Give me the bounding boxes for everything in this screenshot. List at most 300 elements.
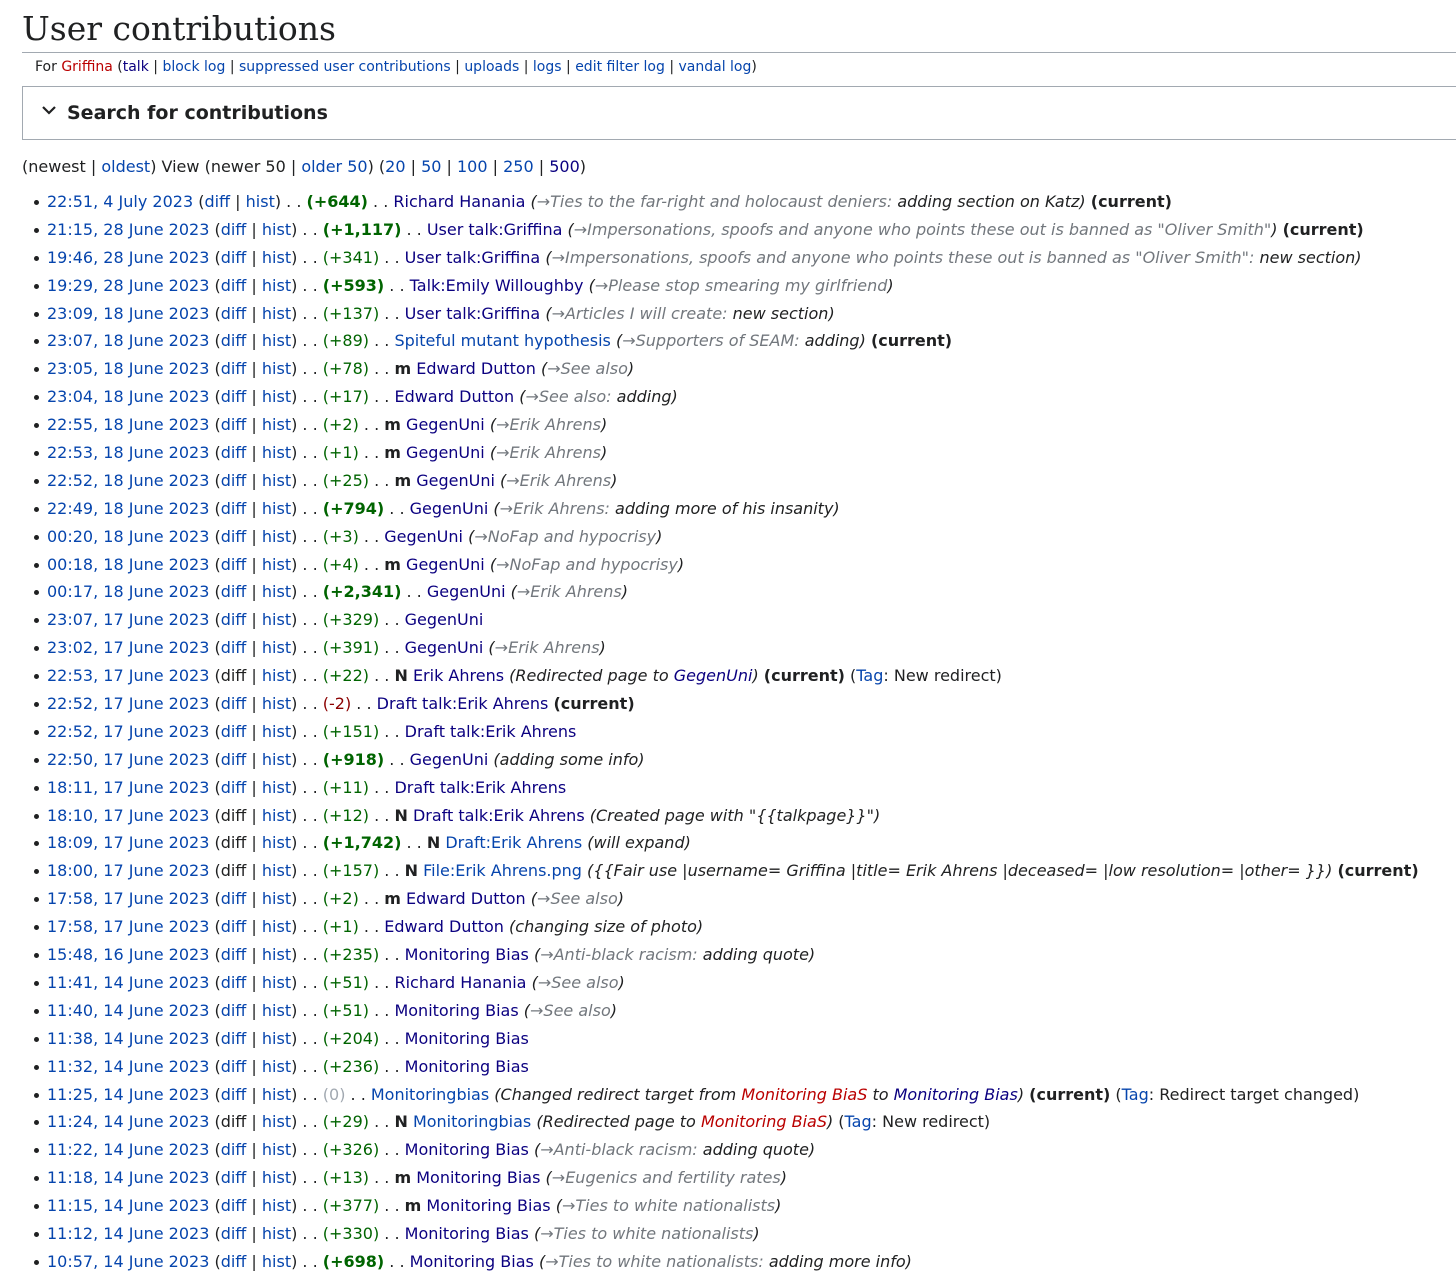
row-hist-link[interactable]: hist (261, 1112, 292, 1132)
row-diff-link[interactable]: diff (204, 192, 231, 211)
row-page-link[interactable]: GegenUni (384, 526, 463, 546)
row-hist-link[interactable]: hist (261, 945, 292, 965)
row-diff-link[interactable]: diff (220, 582, 247, 602)
row-diff-link[interactable]: diff (220, 972, 247, 992)
summary-text: changing size of photo (515, 917, 697, 937)
row-diff-link[interactable]: diff (220, 359, 247, 379)
bullet (34, 451, 39, 456)
section-link[interactable]: →Erik Ahrens (496, 415, 601, 435)
row-page-link[interactable]: GegenUni (406, 415, 485, 435)
row-timestamp[interactable]: 11:40, 14 June 2023 (47, 1000, 210, 1020)
row-page-link[interactable]: GegenUni (426, 582, 506, 602)
row-hist-link[interactable]: hist (261, 833, 292, 853)
row-hist-link[interactable]: hist (261, 1168, 292, 1188)
row-hist-link[interactable]: hist (261, 443, 292, 463)
row-timestamp[interactable]: 18:09, 17 June 2023 (47, 833, 210, 853)
row-timestamp[interactable]: 11:32, 14 June 2023 (47, 1056, 210, 1076)
tag-name: Redirect target changed (1159, 1084, 1354, 1104)
row-hist-link[interactable]: hist (261, 498, 292, 518)
row-size-diff: (+1,117) (322, 219, 402, 239)
row-diff-link[interactable]: diff (220, 777, 247, 797)
summary-text: new section (1254, 247, 1356, 267)
row-size-diff: (+204) (322, 1028, 380, 1048)
section-link[interactable]: →Ties to white nationalists (540, 1223, 754, 1243)
bullet (34, 479, 39, 484)
row-page-link[interactable]: Monitoring Bias (404, 1223, 529, 1243)
list-item: 19:29, 28 June 2023 (diff | hist) . . (+593) . . Talk:Emily Willoughby (→Please stop smearing my girlfriend) (34, 272, 1456, 300)
row-timestamp[interactable]: 11:25, 14 June 2023 (47, 1084, 210, 1104)
row-page-link[interactable]: Spiteful mutant hypothesis (394, 331, 611, 351)
nav-limit-100[interactable]: 100 (457, 157, 488, 176)
row-page-link[interactable]: Richard Hanania (394, 972, 527, 992)
row-page-link[interactable]: Edward Dutton (384, 917, 504, 937)
row-diff-link[interactable]: diff (220, 554, 247, 574)
row-hist-link[interactable]: hist (261, 721, 292, 741)
row-hist-link[interactable]: hist (261, 359, 292, 379)
row-hist-link[interactable]: hist (261, 666, 292, 686)
section-link[interactable]: →See also (537, 889, 618, 909)
row-size-diff: (+235) (322, 945, 380, 965)
row-size-diff: (+698) (322, 1251, 385, 1271)
section-link[interactable]: →See also: (525, 387, 612, 407)
row-edit-summary: (→See also) (523, 1000, 617, 1020)
user-tool-block-log[interactable]: block log (162, 59, 226, 75)
row-page-link[interactable]: Monitoringbias (370, 1084, 490, 1104)
section-link[interactable]: →Erik Ahrens (516, 582, 622, 602)
row-size-diff: (+51) (322, 972, 370, 992)
row-page-link[interactable]: Draft talk:Erik Ahrens (376, 694, 549, 714)
row-diff-link[interactable]: diff (220, 1000, 247, 1020)
tag-link[interactable]: Tag (844, 1112, 872, 1132)
row-page-link[interactable]: Monitoring Bias (409, 1251, 534, 1271)
user-tool-vandal-log[interactable]: vandal log (678, 59, 752, 75)
row-page-link[interactable]: Draft talk:Erik Ahrens (412, 805, 585, 825)
row-page-link[interactable]: Monitoring Bias (404, 945, 529, 965)
row-size-diff: (+3) (322, 526, 359, 546)
row-timestamp[interactable]: 22:52, 17 June 2023 (47, 694, 210, 714)
row-timestamp[interactable]: 11:38, 14 June 2023 (47, 1028, 210, 1048)
row-hist-link[interactable]: hist (261, 917, 292, 937)
row-diff-link[interactable]: diff (220, 1223, 247, 1243)
row-hist-link[interactable]: hist (261, 582, 292, 602)
row-timestamp[interactable]: 17:58, 17 June 2023 (47, 917, 210, 937)
row-diff-link[interactable]: diff (220, 443, 247, 463)
row-edit-summary: (→See also) (531, 972, 625, 992)
section-link[interactable]: →Erik Ahrens (496, 443, 601, 463)
row-hist-link[interactable]: hist (261, 1223, 292, 1243)
row-hist-link[interactable]: hist (261, 694, 292, 714)
redirect-target-link[interactable]: GegenUni (673, 666, 753, 686)
tag-link[interactable]: Tag (856, 666, 884, 686)
row-page-link[interactable]: Draft talk:Erik Ahrens (404, 721, 577, 741)
row-edit-summary: (→Erik Ahrens) (488, 638, 606, 658)
row-diff-link[interactable]: diff (220, 694, 247, 714)
row-page-link[interactable]: Edward Dutton (394, 387, 515, 407)
row-edit-summary: ({{Fair use |username= Griffina |title= Erik Ahrens |deceased= |low resolution= |other= }}) (587, 861, 1333, 881)
bullet (34, 507, 39, 512)
row-timestamp[interactable]: 11:24, 14 June 2023 (47, 1112, 210, 1132)
row-timestamp[interactable]: 11:15, 14 June 2023 (47, 1196, 210, 1216)
row-hist-link[interactable]: hist (261, 331, 292, 351)
row-size-diff: (+51) (322, 1000, 370, 1020)
row-page-link[interactable]: Monitoring Bias (404, 1140, 529, 1160)
row-diff-link[interactable]: diff (220, 638, 247, 658)
row-timestamp[interactable]: 22:50, 17 June 2023 (47, 749, 210, 769)
row-edit-summary: (Redirected page to GegenUni) (509, 666, 759, 686)
row-hist-link[interactable]: hist (261, 387, 292, 407)
row-size-diff: (+644) (306, 192, 368, 211)
row-timestamp[interactable]: 18:10, 17 June 2023 (47, 805, 210, 825)
row-size-diff: (+137) (322, 303, 380, 323)
row-page-link[interactable]: Monitoring Bias (404, 1028, 529, 1048)
page-title: User contributions (22, 0, 1456, 53)
row-page-link[interactable]: GegenUni (416, 470, 495, 490)
list-item: 22:52, 17 June 2023 (diff | hist) . . (+151) . . Draft talk:Erik Ahrens (34, 718, 1456, 746)
row-size-diff: (+25) (322, 470, 370, 490)
summary-text: adding more of his insanity (609, 498, 834, 518)
list-item: 11:22, 14 June 2023 (diff | hist) . . (+326) . . Monitoring Bias (→Anti-black racism: adding quote) (34, 1136, 1456, 1164)
section-link[interactable]: →See also (537, 972, 619, 992)
list-item: 11:40, 14 June 2023 (diff | hist) . . (+51) . . Monitoring Bias (→See also) (34, 997, 1456, 1025)
row-size-diff: (-2) (322, 694, 352, 714)
row-page-link[interactable]: Monitoring Bias (404, 1056, 529, 1076)
user-tool-uploads[interactable]: uploads (464, 59, 520, 75)
row-hist-link[interactable]: hist (261, 1140, 292, 1160)
row-size-diff: (+89) (322, 331, 370, 351)
row-timestamp[interactable]: 23:02, 17 June 2023 (47, 638, 210, 658)
row-hist-link[interactable]: hist (261, 610, 292, 630)
row-diff-link[interactable]: diff (220, 415, 247, 435)
row-hist-link[interactable]: hist (261, 861, 292, 881)
user-tools-line: For Griffina (talk | block log | suppressed user contributions | uploads | logs | edit filter log | vandal log) (35, 59, 757, 75)
row-timestamp[interactable]: 17:58, 17 June 2023 (47, 889, 210, 909)
row-timestamp[interactable]: 15:48, 16 June 2023 (47, 945, 210, 965)
section-link[interactable]: →Ties to white nationalists: (545, 1251, 764, 1271)
section-link[interactable]: →Erik Ahrens (494, 638, 600, 658)
nav-limit-250[interactable]: 250 (503, 157, 534, 176)
row-page-link[interactable]: Talk:Emily Willoughby (409, 275, 584, 295)
row-diff-link[interactable]: diff (220, 303, 247, 323)
list-item: 00:17, 18 June 2023 (diff | hist) . . (+2,341) . . GegenUni (→Erik Ahrens) (34, 578, 1456, 606)
section-link[interactable]: →Please stop smearing my girlfriend (594, 275, 888, 295)
bullet (34, 1037, 39, 1042)
bullet (34, 423, 39, 428)
section-link[interactable]: →Anti-black racism: (540, 945, 698, 965)
row-edit-summary: (→NoFap and hypocrisy) (489, 554, 685, 574)
row-page-link[interactable]: GegenUni (406, 554, 485, 574)
row-timestamp[interactable]: 11:18, 14 June 2023 (47, 1168, 210, 1188)
row-page-link[interactable]: User talk:Griffina (404, 303, 541, 323)
row-diff-link[interactable]: diff (220, 945, 247, 965)
user-tool-logs[interactable]: logs (532, 59, 562, 75)
row-diff-link[interactable]: diff (220, 275, 247, 295)
bullet (34, 1232, 39, 1237)
bullet (34, 563, 39, 568)
row-edit-summary: (→Ties to white nationalists) (533, 1223, 760, 1243)
section-link[interactable]: →Impersonations, spoofs and anyone who points these out is banned as "Oliver Smith": (551, 247, 1255, 267)
row-edit-summary: (Changed redirect target from Monitoring BiaS to Monitoring Bias) (494, 1084, 1025, 1104)
nav-oldest[interactable]: oldest (101, 157, 151, 176)
row-diff-link[interactable]: diff (220, 889, 247, 909)
row-hist-link[interactable]: hist (261, 526, 292, 546)
row-hist-link[interactable]: hist (261, 638, 292, 658)
row-timestamp[interactable]: 23:09, 18 June 2023 (47, 303, 210, 323)
row-diff-link[interactable]: diff (220, 1084, 247, 1104)
row-diff-link[interactable]: diff (220, 331, 247, 351)
list-item: 22:55, 18 June 2023 (diff | hist) . . (+2) . . m GegenUni (→Erik Ahrens) (34, 411, 1456, 439)
row-edit-summary: (Redirected page to Monitoring BiaS) (536, 1112, 834, 1132)
row-hist-link[interactable]: hist (261, 1196, 292, 1216)
section-link[interactable]: →See also (547, 359, 628, 379)
row-diff-link[interactable]: diff (220, 1196, 247, 1216)
row-timestamp[interactable]: 23:04, 18 June 2023 (47, 387, 210, 407)
minor-edit-flag: m (394, 470, 412, 490)
row-edit-summary: (→Erik Ahrens) (500, 470, 618, 490)
nav-limit-20[interactable]: 20 (385, 157, 406, 176)
bullet (34, 981, 39, 986)
section-link[interactable]: →See also (530, 1000, 611, 1020)
row-hist-link[interactable]: hist (261, 972, 292, 992)
row-page-link[interactable]: Richard Hanania (393, 192, 526, 211)
section-link[interactable]: →Supporters of SEAM: (622, 331, 800, 351)
section-link[interactable]: →Erik Ahrens: (499, 498, 610, 518)
row-edit-summary: (→Anti-black racism: adding quote) (533, 1140, 816, 1160)
row-page-link[interactable]: File:Erik Ahrens.png (423, 861, 582, 881)
user-link[interactable]: Griffina (61, 59, 113, 75)
row-edit-summary: (→Impersonations, spoofs and anyone who points these out is banned as "Oliver Smith") (567, 219, 1278, 239)
row-timestamp[interactable]: 21:15, 28 June 2023 (47, 219, 210, 239)
user-tool-talk[interactable]: talk (122, 59, 149, 75)
row-edit-summary: (→Supporters of SEAM: adding) (615, 331, 866, 351)
row-diff-link[interactable]: diff (220, 917, 247, 937)
row-hist-link[interactable]: hist (261, 805, 292, 825)
chevron-down-icon (41, 104, 53, 116)
row-edit-summary: (→Anti-black racism: adding quote) (533, 945, 816, 965)
row-hist-link[interactable]: hist (261, 415, 292, 435)
current-flag: (current) (1029, 1084, 1111, 1104)
summary-text: adding (799, 331, 860, 351)
row-diff-link[interactable]: diff (220, 1168, 247, 1188)
row-timestamp[interactable]: 22:55, 18 June 2023 (47, 415, 210, 435)
row-diff-label: diff (220, 861, 247, 881)
row-diff-link[interactable]: diff (220, 219, 247, 239)
row-timestamp[interactable]: 18:11, 17 June 2023 (47, 777, 210, 797)
list-item: 00:20, 18 June 2023 (diff | hist) . . (+3) . . GegenUni (→NoFap and hypocrisy) (34, 523, 1456, 551)
minor-edit-flag: m (384, 889, 401, 909)
current-flag: (current) (763, 666, 845, 686)
row-page-link[interactable]: GegenUni (406, 443, 485, 463)
user-tool-edit-filter-log[interactable]: edit filter log (575, 59, 665, 75)
row-hist-link[interactable]: hist (261, 1000, 292, 1020)
bullet (34, 1065, 39, 1070)
section-link[interactable]: →Articles I will create: (551, 303, 728, 323)
row-page-link[interactable]: Edward Dutton (416, 359, 536, 379)
list-item: 22:53, 17 June 2023 (diff | hist) . . (+22) . . N Erik Ahrens (Redirected page to GegenUni) (current) (Tag: New redirect) (34, 662, 1456, 690)
row-diff-link[interactable]: diff (220, 1251, 247, 1271)
new-page-flag: N (394, 666, 408, 686)
redirect-old-target-link[interactable]: Monitoring BiaS (700, 1112, 827, 1132)
row-size-diff: (+157) (322, 861, 380, 881)
nav-newer: newer 50 (210, 157, 286, 176)
row-size-diff: (+918) (322, 749, 385, 769)
row-size-diff: (+12) (322, 805, 370, 825)
row-page-link[interactable]: GegenUni (404, 638, 484, 658)
row-diff-link[interactable]: diff (220, 1028, 247, 1048)
row-timestamp[interactable]: 11:41, 14 June 2023 (47, 972, 210, 992)
summary-text: new section (727, 303, 829, 323)
row-size-diff: (+1) (322, 443, 359, 463)
row-hist-link[interactable]: hist (261, 303, 292, 323)
row-page-link[interactable]: Erik Ahrens (412, 666, 505, 686)
section-link[interactable]: →Eugenics and fertility rates (551, 1168, 781, 1188)
section-link[interactable]: →Impersonations, spoofs and anyone who points these out is banned as "Oliver Smith" (573, 219, 1272, 239)
row-diff-link[interactable]: diff (220, 721, 247, 741)
section-link[interactable]: →Erik Ahrens (506, 470, 612, 490)
list-item: 18:10, 17 June 2023 (diff | hist) . . (+12) . . N Draft talk:Erik Ahrens (Created page with "{{talkpage}}") (34, 802, 1456, 830)
row-diff-label: diff (220, 666, 247, 686)
row-diff-link[interactable]: diff (220, 526, 247, 546)
row-size-diff: (+377) (322, 1196, 380, 1216)
row-diff-link[interactable]: diff (220, 1140, 247, 1160)
row-timestamp[interactable]: 19:29, 28 June 2023 (47, 275, 210, 295)
row-diff-link[interactable]: diff (220, 498, 247, 518)
new-page-flag: N (394, 1112, 408, 1132)
row-timestamp[interactable]: 10:57, 14 June 2023 (47, 1251, 210, 1271)
row-page-link[interactable]: GegenUni (409, 498, 489, 518)
user-tool-suppressed-contribs[interactable]: suppressed user contributions (239, 59, 451, 75)
row-timestamp[interactable]: 19:46, 28 June 2023 (47, 247, 210, 267)
row-page-link[interactable]: Monitoringbias (412, 1112, 532, 1132)
bullet (34, 646, 39, 651)
row-timestamp[interactable]: 11:22, 14 June 2023 (47, 1140, 210, 1160)
section-link[interactable]: →NoFap and hypocrisy (474, 526, 657, 546)
row-hist-link[interactable]: hist (261, 1056, 292, 1076)
row-timestamp[interactable]: 22:52, 17 June 2023 (47, 721, 210, 741)
tag-link[interactable]: Tag (1121, 1084, 1149, 1104)
row-timestamp[interactable]: 23:07, 18 June 2023 (47, 331, 210, 351)
row-diff-label: diff (220, 805, 247, 825)
bullet (34, 618, 39, 623)
row-edit-summary: (Created page with "{{talkpage}}") (589, 805, 881, 825)
row-size-diff: (+391) (322, 638, 380, 658)
row-page-link[interactable]: Draft talk:Erik Ahrens (394, 777, 567, 797)
row-hist-link[interactable]: hist (261, 1251, 292, 1271)
section-link[interactable]: →Ties to white nationalists (561, 1196, 776, 1216)
row-page-link[interactable]: Monitoring Bias (426, 1196, 551, 1216)
row-hist-link[interactable]: hist (261, 554, 292, 574)
minor-edit-flag: m (394, 1168, 412, 1188)
row-diff-link[interactable]: diff (220, 470, 247, 490)
list-item: 23:09, 18 June 2023 (diff | hist) . . (+137) . . User talk:Griffina (→Articles I will create: new section) (34, 300, 1456, 328)
list-item: 11:38, 14 June 2023 (diff | hist) . . (+204) . . Monitoring Bias (34, 1025, 1456, 1053)
row-timestamp[interactable]: 11:12, 14 June 2023 (47, 1223, 210, 1243)
row-page-link[interactable]: User talk:Griffina (426, 219, 563, 239)
row-diff-link[interactable]: diff (220, 610, 247, 630)
new-page-flag: N (394, 805, 408, 825)
section-link[interactable]: →Ties to the far-right and holocaust deniers: (536, 192, 893, 211)
row-page-link[interactable]: Edward Dutton (406, 889, 526, 909)
row-hist-link[interactable]: hist (261, 470, 292, 490)
row-diff-link[interactable]: diff (220, 387, 247, 407)
minor-edit-flag: m (384, 554, 401, 574)
search-contributions-toggle[interactable] (22, 86, 1456, 140)
list-item: 22:53, 18 June 2023 (diff | hist) . . (+1) . . m GegenUni (→Erik Ahrens) (34, 439, 1456, 467)
section-link[interactable]: →NoFap and hypocrisy (496, 554, 678, 574)
row-hist-link[interactable]: hist (261, 749, 292, 769)
row-timestamp[interactable]: 22:53, 17 June 2023 (47, 666, 210, 686)
row-timestamp[interactable]: 23:07, 17 June 2023 (47, 610, 210, 630)
row-page-link[interactable]: Monitoring Bias (394, 1000, 519, 1020)
row-timestamp[interactable]: 22:52, 18 June 2023 (47, 470, 210, 490)
row-timestamp[interactable]: 22:53, 18 June 2023 (47, 443, 210, 463)
row-edit-summary: (→Please stop smearing my girlfriend) (588, 275, 894, 295)
row-page-link[interactable]: Draft:Erik Ahrens (445, 833, 583, 853)
row-timestamp[interactable]: 00:18, 18 June 2023 (47, 554, 210, 574)
row-size-diff: (+4) (322, 554, 359, 574)
row-edit-summary: (changing size of photo) (509, 917, 704, 937)
row-timestamp[interactable]: 00:17, 18 June 2023 (47, 582, 210, 602)
list-item: 22:51, 4 July 2023 (diff | hist) . . (+644) . . Richard Hanania (→Ties to the far-right and holocaust deniers: adding section on Katz) (current) (34, 188, 1456, 216)
current-flag: (current) (1090, 192, 1172, 211)
for-prefix: For (35, 59, 62, 75)
bullet (34, 1204, 39, 1209)
current-flag: (current) (1337, 861, 1419, 881)
pagination-nav: (newest | oldest) View (newer 50 | older 50) (20 | 50 | 100 | 250 | 500) (22, 157, 587, 176)
row-timestamp[interactable]: 23:05, 18 June 2023 (47, 359, 210, 379)
row-size-diff: (+329) (322, 610, 380, 630)
row-timestamp[interactable]: 00:20, 18 June 2023 (47, 526, 210, 546)
row-diff-link[interactable]: diff (220, 749, 247, 769)
row-size-diff: (+2,341) (322, 582, 402, 602)
section-link[interactable]: →Anti-black racism: (540, 1140, 698, 1160)
redirect-target-link[interactable]: Monitoring Bias (893, 1084, 1018, 1104)
row-edit-summary: (→Ties to white nationalists: adding more info) (538, 1251, 912, 1271)
row-timestamp[interactable]: 18:00, 17 June 2023 (47, 861, 210, 881)
row-hist-link[interactable]: hist (261, 777, 292, 797)
row-hist-link[interactable]: hist (261, 247, 292, 267)
list-item: 11:24, 14 June 2023 (diff | hist) . . (+29) . . N Monitoringbias (Redirected page to Monitoring BiaS) (Tag: New redirect) (34, 1108, 1456, 1136)
row-diff-link[interactable]: diff (220, 247, 247, 267)
row-size-diff: (+1) (322, 917, 359, 937)
row-page-link[interactable]: GegenUni (404, 610, 484, 630)
list-item: 23:05, 18 June 2023 (diff | hist) . . (+78) . . m Edward Dutton (→See also) (34, 355, 1456, 383)
row-page-link[interactable]: GegenUni (409, 749, 489, 769)
row-page-link[interactable]: Monitoring Bias (416, 1168, 541, 1188)
row-timestamp[interactable]: 22:49, 18 June 2023 (47, 498, 210, 518)
row-page-link[interactable]: User talk:Griffina (404, 247, 541, 267)
nav-older[interactable]: older 50 (301, 157, 368, 176)
bullet (34, 925, 39, 930)
row-diff-link[interactable]: diff (220, 1056, 247, 1076)
row-hist-link[interactable]: hist (261, 889, 292, 909)
nav-limit-500[interactable]: 500 (549, 157, 580, 176)
row-hist-link[interactable]: hist (261, 1084, 292, 1104)
bullet (34, 256, 39, 261)
row-edit-summary: (→Erik Ahrens) (489, 415, 608, 435)
row-hist-link[interactable]: hist (261, 219, 292, 239)
row-hist-link[interactable]: hist (245, 192, 275, 211)
redirect-old-target-link[interactable]: Monitoring BiaS (741, 1084, 868, 1104)
row-diff-label: diff (220, 833, 247, 853)
minor-edit-flag: m (384, 443, 401, 463)
bullet (34, 1176, 39, 1181)
bullet (34, 1148, 39, 1153)
nav-limit-50[interactable]: 50 (421, 157, 442, 176)
row-hist-link[interactable]: hist (261, 1028, 292, 1048)
row-timestamp[interactable]: 22:51, 4 July 2023 (47, 192, 194, 211)
row-hist-link[interactable]: hist (261, 275, 292, 295)
bullet (34, 702, 39, 707)
